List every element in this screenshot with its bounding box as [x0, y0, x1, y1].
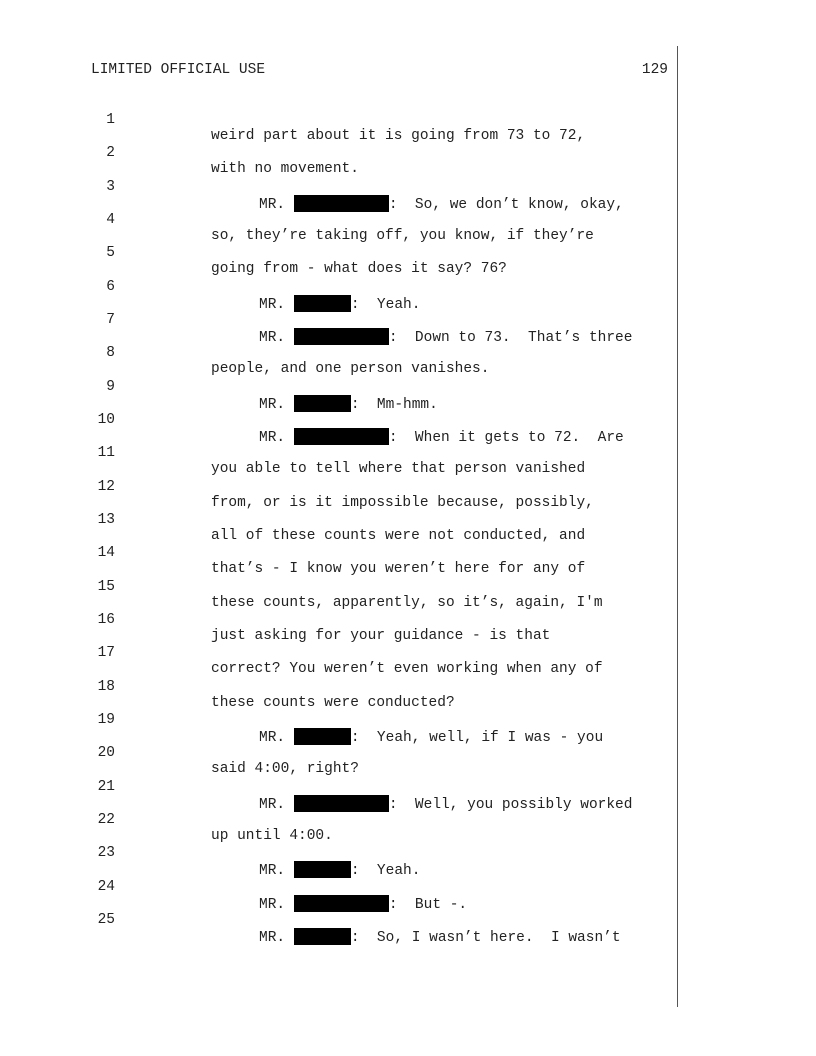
line-number: 11	[97, 445, 115, 461]
line-text: correct? You weren’t even working when any of	[211, 661, 603, 677]
transcript-line	[0, 163, 680, 213]
transcript-line	[0, 729, 680, 777]
line-number: 14	[97, 545, 115, 561]
speaker-title: MR.	[259, 330, 286, 346]
line-text: : Yeah.	[350, 297, 421, 313]
line-number: 9	[106, 379, 115, 395]
transcript-line	[0, 596, 680, 644]
line-number: 3	[106, 179, 115, 195]
line-text: with no movement.	[211, 161, 359, 177]
line-number: 15	[97, 579, 115, 595]
speaker-title: MR.	[259, 797, 286, 813]
classification-marking: LIMITED OFFICIAL USE	[91, 62, 266, 78]
line-text: just asking for your guidance - is that	[211, 628, 551, 644]
line-number: 7	[106, 312, 115, 328]
line-text: so, they’re taking off, you know, if they’re	[211, 228, 594, 244]
transcript-line	[0, 363, 680, 413]
transcript-line	[0, 696, 680, 746]
transcript-line	[0, 629, 680, 677]
line-number: 24	[97, 879, 115, 895]
line-text: from, or is it impossible because, possibly,	[211, 495, 594, 511]
line-number: 1	[106, 112, 115, 128]
line-text: up until 4:00.	[211, 828, 333, 844]
transcript-line	[0, 663, 680, 711]
line-number: 6	[106, 279, 115, 295]
line-text: weird part about it is going from 73 to 72,	[211, 128, 586, 144]
line-number: 22	[97, 812, 115, 828]
page-number: 129	[641, 62, 668, 78]
line-text: you able to tell where that person vanished	[211, 461, 586, 477]
line-number: 10	[97, 412, 115, 428]
line-number: 16	[97, 612, 115, 628]
speaker-line	[259, 928, 621, 946]
speaker-title: MR.	[259, 897, 286, 913]
transcript-line	[0, 829, 680, 879]
transcript-line	[0, 463, 680, 511]
line-number: 12	[97, 479, 115, 495]
transcript-line	[0, 329, 680, 377]
speaker-title: MR.	[259, 197, 286, 213]
line-number: 5	[106, 245, 115, 261]
speaker-title: MR.	[259, 930, 286, 946]
line-number: 19	[97, 712, 115, 728]
transcript-line	[0, 796, 680, 844]
line-text: : Mm-hmm.	[350, 397, 438, 413]
speaker-title: MR.	[259, 863, 286, 879]
transcript-line	[0, 96, 680, 144]
line-text: : Well, you possibly worked	[388, 797, 633, 813]
transcript-line	[0, 496, 680, 544]
line-number: 8	[106, 345, 115, 361]
line-text: going from - what does it say? 76?	[211, 261, 507, 277]
line-number: 17	[97, 645, 115, 661]
line-text: these counts, apparently, so it’s, again, I'm	[211, 595, 603, 611]
transcript-line	[0, 196, 680, 244]
transcript-line	[0, 529, 680, 577]
line-text: : Yeah, well, if I was - you	[350, 730, 604, 746]
line-text: : But -.	[388, 897, 468, 913]
transcript-line	[0, 896, 680, 946]
speaker-title: MR.	[259, 297, 286, 313]
line-text: said 4:00, right?	[211, 761, 359, 777]
transcript-line	[0, 429, 680, 477]
transcript-line	[0, 396, 680, 446]
speaker-title: MR.	[259, 430, 286, 446]
line-number: 4	[106, 212, 115, 228]
line-number: 23	[97, 845, 115, 861]
line-text: : So, we don’t know, okay,	[388, 197, 624, 213]
line-text: : Yeah.	[350, 863, 421, 879]
transcript-line	[0, 129, 680, 177]
line-number: 20	[97, 745, 115, 761]
line-number: 2	[106, 145, 115, 161]
line-text: : So, I wasn’t here. I wasn’t	[350, 930, 621, 946]
line-text: all of these counts were not conducted, and	[211, 528, 586, 544]
line-number: 18	[97, 679, 115, 695]
transcript-line	[0, 863, 680, 913]
line-number: 25	[97, 912, 115, 928]
transcript-line	[0, 296, 680, 346]
line-number: 21	[97, 779, 115, 795]
transcript-line	[0, 229, 680, 277]
transcript-line	[0, 263, 680, 313]
line-number: 13	[97, 512, 115, 528]
line-text: people, and one person vanishes.	[211, 361, 490, 377]
redaction-bar	[294, 928, 351, 945]
transcript-line	[0, 563, 680, 611]
line-text: these counts were conducted?	[211, 695, 455, 711]
transcript-line	[0, 763, 680, 813]
line-text: that’s - I know you weren’t here for any of	[211, 561, 586, 577]
speaker-title: MR.	[259, 730, 286, 746]
line-text: : When it gets to 72. Are	[388, 430, 624, 446]
line-text: : Down to 73. That’s three	[388, 330, 633, 346]
speaker-title: MR.	[259, 397, 286, 413]
